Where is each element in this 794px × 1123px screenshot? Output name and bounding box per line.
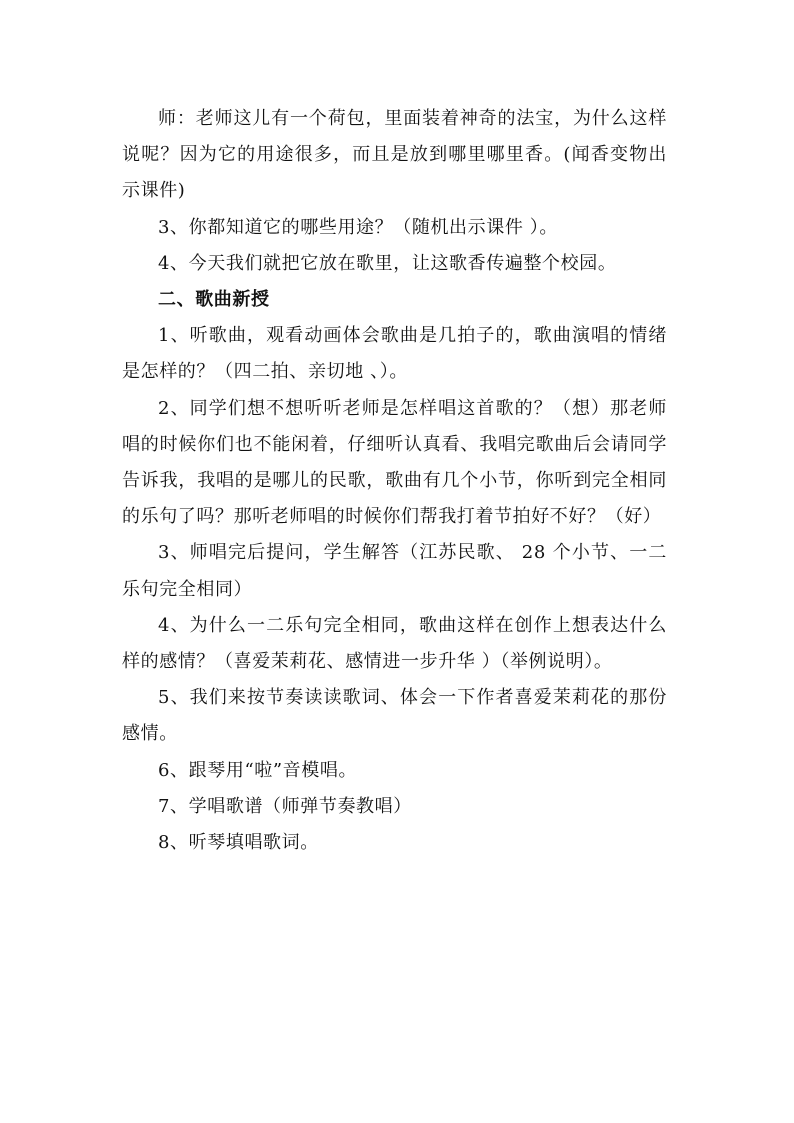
step-item-1: 1、听歌曲，观看动画体会歌曲是几拍子的，歌曲演唱的情绪是怎样的？（四二拍、亲切地 、）。: [122, 325, 667, 383]
step-item-3: 3、师唱完后提问，学生解答（江苏民歌、 28 个小节、一二乐句完全相同）: [122, 542, 667, 600]
paragraph-teacher-intro: 师：老师这儿有一个荷包，里面装着神奇的法宝，为什么这样说呢？因为它的用途很多，而且是放到哪里哪里香。(闻香变物出示课件): [122, 108, 667, 202]
step-item-5: 5、我们来按节奏读读歌词、体会一下作者喜爱茉莉花的那份感情。: [122, 687, 667, 745]
step-item-6: 6、跟琴用“啦”音模唱。: [158, 759, 358, 781]
document-body: [122, 101, 667, 861]
section-heading: 二、歌曲新授: [158, 289, 270, 311]
paragraph-question-uses: 3、你都知道它的哪些用途？（随机出示课件 ）。: [158, 216, 558, 238]
paragraph-song-today: 4、今天我们就把它放在歌里，让这歌香传遍整个校园。: [158, 252, 617, 274]
step-item-7: 7、学唱歌谱（师弹节奏教唱）: [158, 795, 412, 817]
step-item-8: 8、听琴填唱歌词。: [158, 832, 319, 854]
step-item-2: 2、同学们想不想听听老师是怎样唱这首歌的？（想）那老师唱的时候你们也不能闲着，仔细听认真看、我唱完歌曲后会请同学告诉我，我唱的是哪儿的民歌，歌曲有几个小节，你听到完全相同的乐句了吗？那听老师唱的时候你们帮我打着节拍好不好？（好）: [122, 397, 667, 528]
step-item-4: 4、为什么一二乐句完全相同，歌曲这样在创作上想表达什么样的感情？（喜爱茉莉花、感情进一步升华 ）（举例说明）。: [122, 614, 667, 673]
